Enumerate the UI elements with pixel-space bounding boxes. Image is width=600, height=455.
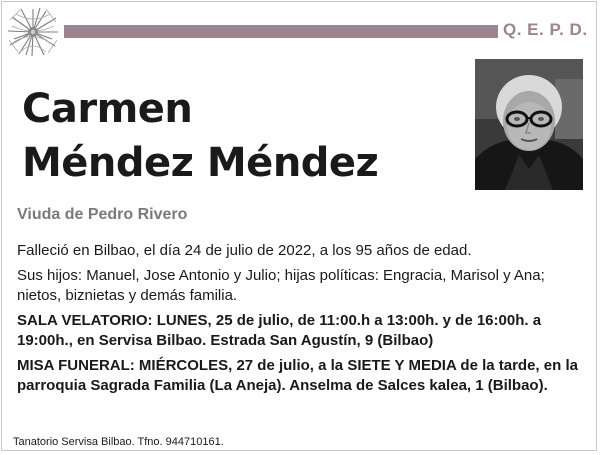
portrait-image (475, 59, 583, 190)
funeral-mass-info: MISA FUNERAL: MIÉRCOLES, 27 de julio, a la SIETE Y MEDIA de la tarde, en la parroquia Sagrada Familia (La Aneja). Anselma de Salces kalea, 1 (Bilbao). (17, 357, 578, 394)
qepd-label: Q. E. P. D. (503, 20, 588, 39)
obituary-body (17, 241, 587, 401)
family-list: Sus hijos: Manuel, Jose Antonio y Julio; hijas políticas: Engracia, Marisol y Ana; nietos, biznietas y demás familia. (17, 267, 545, 304)
widow-subtitle: Viuda de Pedro Rivero (17, 206, 188, 223)
obituary-card (1, 1, 597, 451)
flower-icon (6, 6, 60, 58)
death-notice: Falleció en Bilbao, el día 24 de julio de 2022, a los 95 años de edad. (17, 242, 472, 259)
deceased-surnames: Méndez Méndez (22, 140, 379, 186)
deceased-name (22, 82, 378, 190)
header-bar (64, 25, 498, 38)
wake-info: SALA VELATORIO: LUNES, 25 de julio, de 11:00.h a 13:00h. y de 16:00h. a 19:00h., en Servisa Bilbao. Estrada San Agustín, 9 (Bilbao) (17, 312, 542, 349)
funeral-home-contact: Tanatorio Servisa Bilbao. Tfno. 944710161. (13, 436, 224, 448)
deceased-first-name: Carmen (22, 86, 193, 132)
portrait-photo (475, 59, 583, 190)
